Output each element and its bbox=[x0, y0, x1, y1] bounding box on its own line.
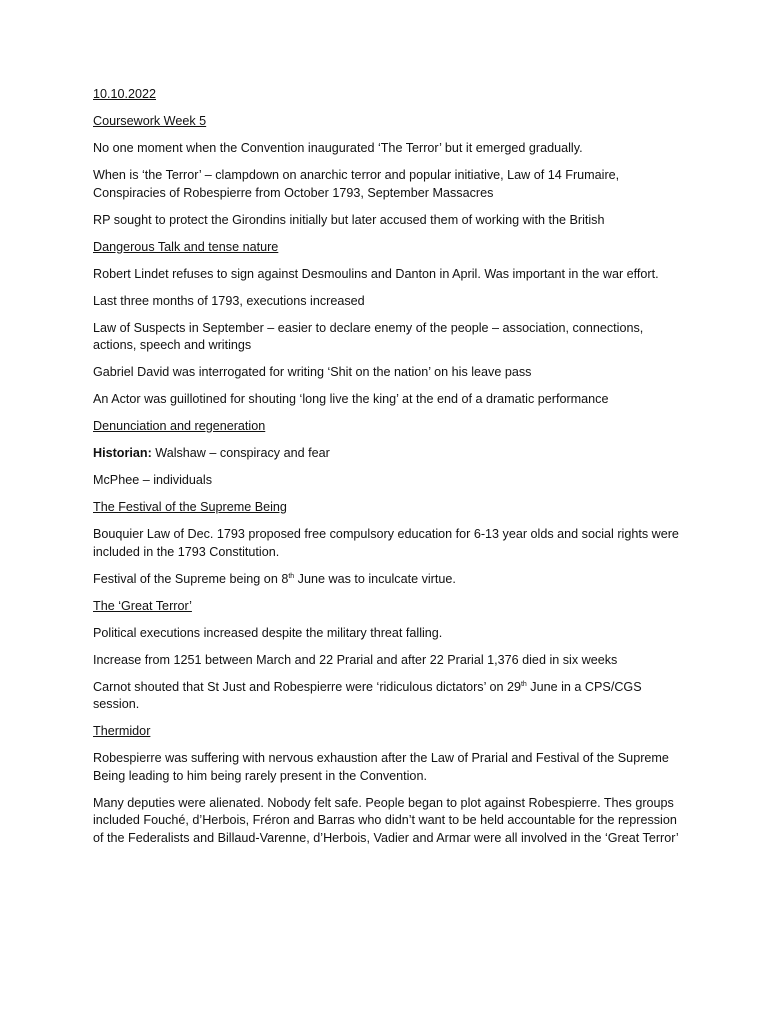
text-run: June was to inculcate virtue. bbox=[294, 571, 456, 586]
paragraph: No one moment when the Convention inaugurated ‘The Terror’ but it emerged gradually. bbox=[93, 141, 583, 155]
section-heading: Thermidor bbox=[93, 724, 151, 738]
paragraph: When is ‘the Terror’ – clampdown on anarchic terror and popular initiative, Law of 14 Frumaire, Conspiracies of Robespierre from October 1793, September Massacres bbox=[93, 168, 620, 200]
paragraph: RP sought to protect the Girondins initially but later accused them of working with the British bbox=[93, 212, 605, 227]
ordinal-superscript: th bbox=[520, 680, 527, 688]
section-heading: The ‘Great Terror’ bbox=[93, 598, 192, 613]
paragraph bbox=[93, 679, 683, 714]
section-heading: The Festival of the Supreme Being bbox=[93, 500, 287, 514]
paragraph: Robespierre was suffering with nervous exhaustion after the Law of Prarial and Festival of the Supreme Being leading to him being rarely present in the Convention. bbox=[93, 751, 669, 783]
paragraph: Law of Suspects in September – easier to declare enemy of the people – association, connections, actions, speech and writings bbox=[93, 320, 644, 352]
paragraph: McPhee – individuals bbox=[93, 473, 213, 487]
paragraph: Bouquier Law of Dec. 1793 proposed free compulsory education for 6-13 year olds and social rights were included in the 1793 Constitution. bbox=[93, 527, 679, 559]
text-run: Carnot shouted that St Just and Robespierre were ‘ridiculous dictators’ on 29 bbox=[93, 679, 521, 694]
section-heading: Dangerous Talk and tense nature bbox=[93, 239, 279, 254]
text-run: June in a CPS/CGS session. bbox=[93, 679, 642, 711]
paragraph: Political executions increased despite the military threat falling. bbox=[93, 625, 443, 640]
paragraph: An Actor was guillotined for shouting ‘long live the king’ at the end of a dramatic performance bbox=[93, 392, 609, 406]
paragraph bbox=[93, 445, 683, 463]
historian-label: Historian: bbox=[93, 446, 152, 460]
document-date: 10.10.2022 bbox=[93, 87, 157, 101]
paragraph: Gabriel David was interrogated for writing ‘Shit on the nation’ on his leave pass bbox=[93, 365, 532, 379]
paragraph: Robert Lindet refuses to sign against Desmoulins and Danton in April. Was important in the war effort. bbox=[93, 266, 659, 281]
ordinal-superscript: th bbox=[288, 572, 295, 580]
paragraph: Increase from 1251 between March and 22 Prarial and after 22 Prarial 1,376 died in six weeks bbox=[93, 652, 618, 667]
document-page bbox=[93, 86, 683, 857]
paragraph bbox=[93, 571, 683, 589]
paragraph: Last three months of 1793, executions increased bbox=[93, 293, 365, 308]
text-run: Festival of the Supreme being on 8 bbox=[93, 571, 289, 586]
paragraph: Many deputies were alienated. Nobody felt safe. People began to plot against Robespierre. Thes groups included Fouché, d’Herbois, Fréron and Barras who didn’t want to be held accountable for the repression of the Federalists and Billaud-Varenne, d’Herbois, Vadier and Armar were all involved in the ‘Great Terror’ bbox=[93, 795, 679, 845]
section-heading: Denunciation and regeneration bbox=[93, 419, 266, 433]
historian-text: Walshaw – conspiracy and fear bbox=[151, 446, 330, 460]
document-title: Coursework Week 5 bbox=[93, 114, 207, 128]
